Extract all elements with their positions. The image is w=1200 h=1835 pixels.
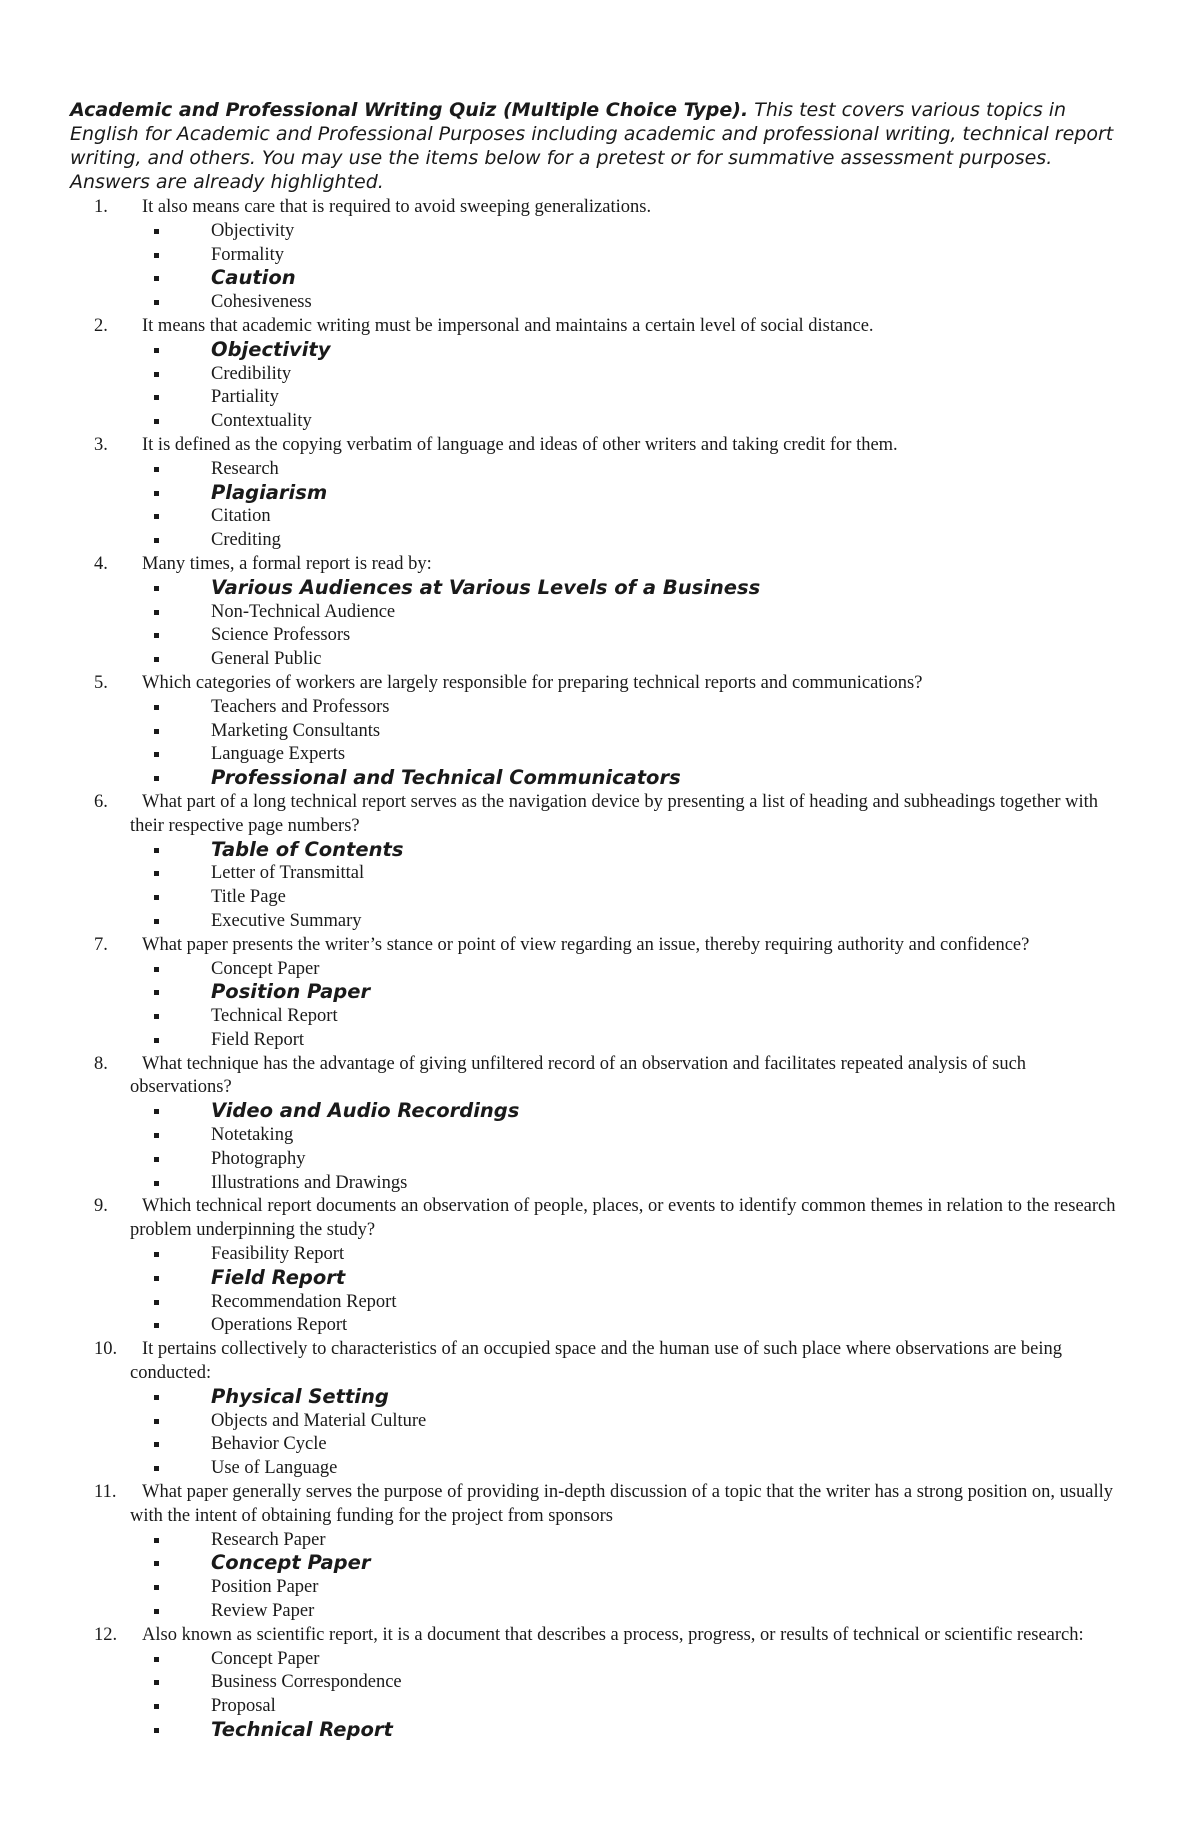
square-bullet-icon: [154, 1466, 159, 1471]
answer-text: Concept Paper: [211, 1551, 371, 1575]
square-bullet-icon: [154, 1181, 159, 1186]
question-number: 5.: [94, 672, 108, 693]
question-number: 3.: [94, 434, 108, 455]
square-bullet-icon: [154, 1252, 159, 1257]
square-bullet-icon: [154, 967, 159, 972]
option-item: [70, 1576, 1130, 1600]
option-text: Partiality: [211, 387, 279, 408]
answer-option: [70, 1552, 1130, 1576]
square-bullet-icon: [154, 1680, 159, 1685]
option-item: [70, 743, 1130, 767]
answer-option: [70, 1267, 1130, 1291]
option-text: Objectivity: [211, 220, 295, 241]
question-text: What paper presents the writer’s stance or point of view regarding an issue, thereby requiring authority and confidence?: [142, 934, 1030, 955]
answer-option: [70, 1386, 1130, 1410]
option-text: Research Paper: [211, 1529, 326, 1550]
square-bullet-icon: [154, 467, 159, 472]
answer-text: Position Paper: [211, 980, 371, 1004]
question-text: What paper generally serves the purpose of providing in-depth discussion of a topic that the writer has a strong position on, usually with the intent of obtaining funding for the project from sponsors: [130, 1482, 1114, 1526]
option-list: [70, 839, 1130, 934]
option-list: [70, 339, 1130, 434]
answer-text: Video and Audio Recordings: [211, 1099, 520, 1123]
option-text: Behavior Cycle: [211, 1434, 327, 1455]
option-item: [70, 1600, 1130, 1624]
question-item: [70, 672, 1130, 791]
option-text: Illustrations and Drawings: [211, 1172, 408, 1193]
option-item: [70, 529, 1130, 553]
option-item: [70, 1124, 1130, 1148]
question-item: [70, 1053, 1130, 1196]
option-item: [70, 363, 1130, 387]
square-bullet-icon: [154, 514, 159, 519]
question-item: [70, 1338, 1130, 1481]
square-bullet-icon: [154, 610, 159, 615]
option-text: Citation: [211, 506, 271, 527]
option-text: Science Professors: [211, 625, 351, 646]
question-item: [70, 315, 1130, 434]
option-item: [70, 1029, 1130, 1053]
answer-option: [70, 1100, 1130, 1124]
question-text: It also means care that is required to avoid sweeping generalizations.: [142, 197, 652, 217]
option-list: [70, 220, 1130, 315]
option-item: [70, 1671, 1130, 1695]
square-bullet-icon: [154, 1609, 159, 1614]
option-item: [70, 505, 1130, 529]
answer-text: Table of Contents: [211, 837, 404, 861]
question-text: Which categories of workers are largely responsible for preparing technical reports and communications?: [142, 672, 923, 693]
square-bullet-icon: [154, 1014, 159, 1019]
intro-paragraph: [70, 98, 1130, 194]
option-text: Concept Paper: [211, 1648, 320, 1669]
question-item: [70, 1481, 1130, 1624]
square-bullet-icon: [154, 1133, 159, 1138]
option-item: [70, 1648, 1130, 1672]
option-text: Concept Paper: [211, 958, 320, 979]
option-item: [70, 886, 1130, 910]
square-bullet-icon: [154, 705, 159, 710]
option-text: Contextuality: [211, 411, 312, 432]
answer-option: [70, 981, 1130, 1005]
square-bullet-icon: [154, 253, 159, 258]
square-bullet-icon: [154, 990, 159, 995]
option-text: Recommendation Report: [211, 1291, 397, 1312]
option-text: Use of Language: [211, 1458, 338, 1479]
square-bullet-icon: [154, 1442, 159, 1447]
square-bullet-icon: [154, 1323, 159, 1328]
option-text: Crediting: [211, 530, 281, 551]
option-item: [70, 601, 1130, 625]
option-text: General Public: [211, 649, 322, 670]
option-text: Notetaking: [211, 1125, 294, 1146]
option-item: [70, 1695, 1130, 1719]
option-list: [70, 458, 1130, 553]
question-text: What technique has the advantage of giving unfiltered record of an observation and facilitates repeated analysis of such observations?: [130, 1053, 1027, 1098]
option-item: [70, 458, 1130, 482]
square-bullet-icon: [154, 1704, 159, 1709]
option-item: [70, 720, 1130, 744]
option-item: [70, 696, 1130, 720]
square-bullet-icon: [154, 919, 159, 924]
square-bullet-icon: [154, 395, 159, 400]
question-text: It pertains collectively to characteristics of an occupied space and the human use of such place where observations are being conducted:: [130, 1339, 1063, 1384]
square-bullet-icon: [154, 491, 159, 496]
square-bullet-icon: [154, 1657, 159, 1662]
option-text: Position Paper: [211, 1577, 319, 1598]
question-item: [70, 791, 1130, 934]
question-number: 6.: [94, 791, 108, 812]
option-item: [70, 1005, 1130, 1029]
square-bullet-icon: [154, 752, 159, 757]
question-number: 7.: [94, 934, 108, 955]
square-bullet-icon: [154, 1728, 159, 1733]
question-number: 12.: [94, 1624, 118, 1645]
quiz-title: Academic and Professional Writing Quiz (Multiple Choice Type).: [70, 99, 749, 121]
square-bullet-icon: [154, 657, 159, 662]
square-bullet-icon: [154, 276, 159, 281]
square-bullet-icon: [154, 229, 159, 234]
answer-text: Field Report: [211, 1265, 346, 1289]
square-bullet-icon: [154, 895, 159, 900]
option-list: [70, 1386, 1130, 1481]
square-bullet-icon: [154, 1038, 159, 1043]
option-item: [70, 410, 1130, 434]
answer-option: [70, 267, 1130, 291]
answer-text: Plagiarism: [211, 480, 328, 504]
square-bullet-icon: [154, 871, 159, 876]
answer-option: [70, 1719, 1130, 1743]
answer-option: [70, 482, 1130, 506]
option-item: [70, 1243, 1130, 1267]
option-item: [70, 624, 1130, 648]
option-item: [70, 1457, 1130, 1481]
option-item: [70, 1172, 1130, 1196]
question-number: 10.: [94, 1339, 118, 1360]
option-item: [70, 1291, 1130, 1315]
square-bullet-icon: [154, 300, 159, 305]
square-bullet-icon: [154, 1585, 159, 1590]
option-list: [70, 577, 1130, 672]
question-text: What part of a long technical report serves as the navigation device by presenting a list of heading and subheadings together with their respective page numbers?: [130, 791, 1099, 836]
answer-text: Objectivity: [211, 337, 331, 361]
option-item: [70, 648, 1130, 672]
square-bullet-icon: [154, 372, 159, 377]
option-text: Cohesiveness: [211, 292, 312, 313]
option-item: [70, 958, 1130, 982]
option-item: [70, 1529, 1130, 1553]
option-item: [70, 386, 1130, 410]
question-number: 11.: [94, 1482, 117, 1503]
answer-option: [70, 767, 1130, 791]
question-text: It is defined as the copying verbatim of language and ideas of other writers and taking credit for them.: [142, 434, 898, 455]
option-text: Title Page: [211, 887, 286, 908]
document-page: [70, 98, 1130, 1743]
option-item: [70, 244, 1130, 268]
square-bullet-icon: [154, 419, 159, 424]
option-item: [70, 1433, 1130, 1457]
square-bullet-icon: [154, 1419, 159, 1424]
answer-option: [70, 577, 1130, 601]
question-text: Many times, a formal report is read by:: [142, 553, 432, 574]
option-list: [70, 1648, 1130, 1743]
option-text: Feasibility Report: [211, 1244, 345, 1265]
answer-text: Technical Report: [211, 1718, 393, 1741]
option-text: Executive Summary: [211, 910, 362, 931]
option-text: Operations Report: [211, 1315, 348, 1336]
square-bullet-icon: [154, 1538, 159, 1543]
option-text: Non-Technical Audience: [211, 601, 396, 622]
square-bullet-icon: [154, 1157, 159, 1162]
option-text: Photography: [211, 1148, 306, 1169]
option-item: [70, 220, 1130, 244]
option-text: Language Experts: [211, 744, 346, 765]
square-bullet-icon: [154, 729, 159, 734]
option-text: Proposal: [211, 1696, 276, 1717]
square-bullet-icon: [154, 1561, 159, 1566]
question-text: Which technical report documents an observation of people, places, or events to identify common themes in relation to the research problem underpinning the study?: [130, 1196, 1116, 1241]
square-bullet-icon: [154, 848, 159, 853]
option-text: Business Correspondence: [211, 1672, 402, 1693]
answer-text: Physical Setting: [211, 1384, 389, 1408]
option-text: Credibility: [211, 363, 292, 384]
question-number: 4.: [94, 553, 108, 574]
option-item: [70, 291, 1130, 315]
question-number: 1.: [94, 197, 108, 217]
question-text: It means that academic writing must be impersonal and maintains a certain level of social distance.: [142, 315, 874, 336]
question-text: Also known as scientific report, it is a document that describes a process, progress, or results of technical or scientific research:: [142, 1624, 1084, 1645]
answer-option: [70, 339, 1130, 363]
square-bullet-icon: [154, 586, 159, 591]
option-text: Technical Report: [211, 1006, 338, 1027]
option-text: Research: [211, 458, 279, 479]
square-bullet-icon: [154, 776, 159, 781]
square-bullet-icon: [154, 538, 159, 543]
option-list: [70, 1100, 1130, 1195]
square-bullet-icon: [154, 1109, 159, 1114]
question-item: [70, 934, 1130, 1053]
answer-option: [70, 839, 1130, 863]
square-bullet-icon: [154, 348, 159, 353]
option-item: [70, 1314, 1130, 1338]
answer-text: Caution: [211, 266, 296, 290]
square-bullet-icon: [154, 1300, 159, 1305]
option-list: [70, 1243, 1130, 1338]
answer-text: Professional and Technical Communicators: [211, 766, 681, 790]
option-item: [70, 910, 1130, 934]
question-item: [70, 434, 1130, 553]
square-bullet-icon: [154, 1276, 159, 1281]
question-item: [70, 1195, 1130, 1338]
option-text: Review Paper: [211, 1601, 315, 1622]
option-list: [70, 696, 1130, 791]
option-item: [70, 1410, 1130, 1434]
option-text: Teachers and Professors: [211, 696, 390, 717]
question-number: 9.: [94, 1196, 108, 1217]
option-text: Objects and Material Culture: [211, 1410, 427, 1431]
option-item: [70, 862, 1130, 886]
square-bullet-icon: [154, 1395, 159, 1400]
option-text: Marketing Consultants: [211, 720, 381, 741]
option-list: [70, 1529, 1130, 1624]
option-text: Letter of Transmittal: [211, 863, 365, 884]
option-text: Formality: [211, 244, 284, 265]
question-number: 8.: [94, 1053, 108, 1074]
question-number: 2.: [94, 315, 108, 336]
option-text: Field Report: [211, 1029, 305, 1050]
square-bullet-icon: [154, 633, 159, 638]
question-item: [70, 196, 1130, 315]
answer-text: Various Audiences at Various Levels of a Business: [211, 575, 761, 599]
question-list: [70, 196, 1130, 1743]
option-item: [70, 1148, 1130, 1172]
question-item: [70, 553, 1130, 672]
question-item: [70, 1624, 1130, 1743]
intro-description: This test covers various topics in English for Academic and Professional Purposes including academic and professional writing, technical report writing, and others. You may use the items below for a pretest or for summative assessment purposes. Answers are already highlighted.: [70, 99, 1114, 193]
option-list: [70, 958, 1130, 1053]
